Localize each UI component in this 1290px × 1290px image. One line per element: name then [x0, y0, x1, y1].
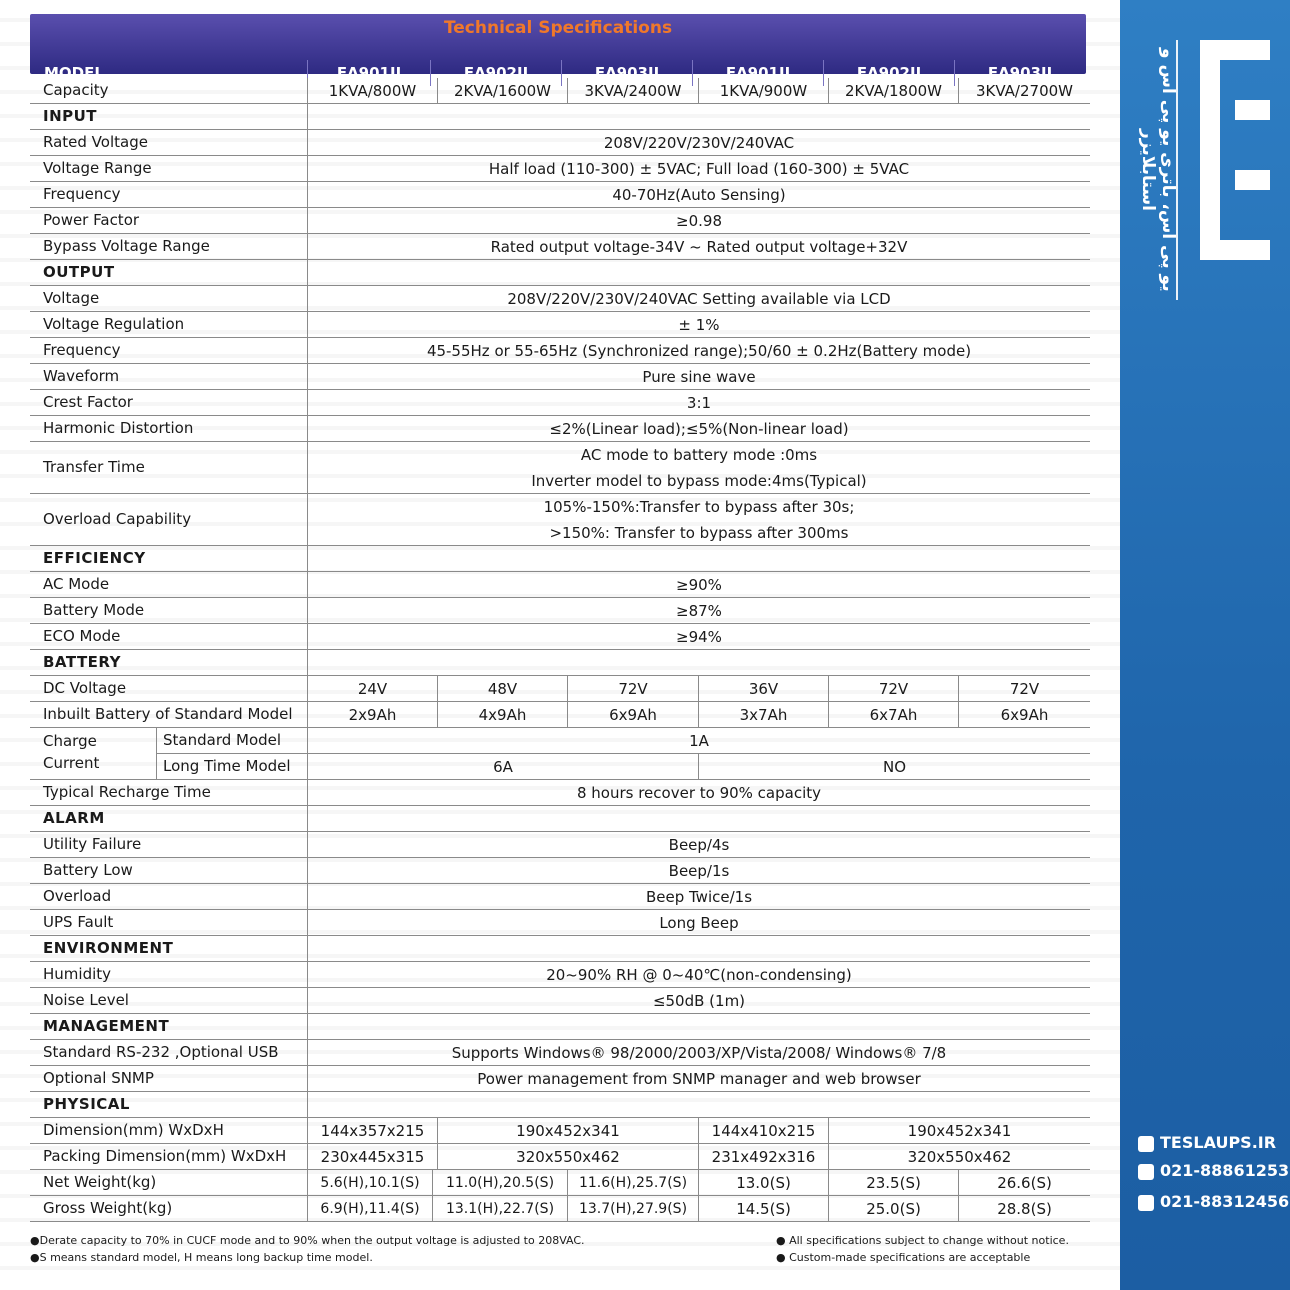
table-row: [30, 1170, 1090, 1196]
phone-icon: [1138, 1195, 1154, 1211]
table-row: [30, 494, 1090, 546]
row-label: Capacity: [43, 81, 109, 99]
footnote: ● All specifications subject to change without notice.: [776, 1234, 1069, 1247]
table-cell: Power management from SNMP manager and web browser: [477, 1069, 921, 1088]
table-cell: 13.0(S): [736, 1173, 791, 1192]
row-label: Overload Capability: [43, 510, 192, 528]
table-cell: 28.8(S): [997, 1199, 1052, 1218]
footnote: ● Custom-made specifications are acceptable: [776, 1251, 1031, 1264]
table-row: [30, 1144, 1090, 1170]
row-label: DC Voltage: [43, 679, 127, 697]
model-header-cell: EA902II: [856, 64, 922, 82]
column-divider: [307, 546, 308, 571]
row-label: Power Factor: [43, 211, 140, 229]
table-cell: 190x452x341: [516, 1121, 620, 1140]
table-row: [30, 1066, 1090, 1092]
table-cell: ≥90%: [676, 575, 722, 594]
section-header: [30, 104, 1090, 130]
table-cell: 3KVA/2400W: [584, 81, 682, 100]
table-cell: 144x410x215: [711, 1121, 816, 1140]
table-cell: 72V: [618, 679, 648, 698]
row-label: Bypass Voltage Range: [43, 237, 210, 255]
table-cell: 45-55Hz or 55-65Hz (Synchronized range);50/60 ± 0.2Hz(Battery mode): [426, 341, 972, 360]
table-cell: 11.0(H),20.5(S): [445, 1174, 555, 1191]
row-label: Humidity: [43, 965, 112, 983]
table-row: [30, 832, 1090, 858]
section-header: [30, 936, 1090, 962]
table-row: [30, 286, 1090, 312]
table-cell: 6.9(H),11.4(S): [320, 1200, 420, 1217]
model-header: MODEL: [44, 64, 104, 82]
phone-icon: [1138, 1164, 1154, 1180]
table-cell: 23.5(S): [866, 1173, 921, 1192]
table-cell: ≤50dB (1m): [652, 991, 746, 1010]
section-header: [30, 1092, 1090, 1118]
row-label: Frequency: [43, 341, 121, 359]
table-cell: 320x550x462: [516, 1147, 620, 1166]
table-cell: ≥0.98: [676, 211, 722, 230]
table-row: [30, 130, 1090, 156]
table-cell: 13.1(H),22.7(S): [445, 1200, 555, 1217]
table-cell: Beep/4s: [668, 835, 730, 854]
row-label: Voltage Range: [43, 159, 152, 177]
section-header: [30, 806, 1090, 832]
row-label: Optional SNMP: [43, 1069, 154, 1087]
table-row: [30, 858, 1090, 884]
row-label: Charge: [43, 732, 97, 750]
table-cell: 2KVA/1600W: [453, 81, 551, 100]
phone-text[interactable]: 021-88861253: [1160, 1161, 1290, 1180]
table-cell: Inverter model to bypass mode:4ms(Typical): [531, 471, 867, 490]
table-row: [30, 1040, 1090, 1066]
row-label: Utility Failure: [43, 835, 142, 853]
row-label: Gross Weight(kg): [43, 1199, 173, 1217]
row-label: Standard RS-232 ,Optional USB: [43, 1043, 279, 1061]
column-divider: [307, 936, 308, 961]
model-header-cell: EA901II: [725, 64, 791, 82]
website-text[interactable]: TESLAUPS.IR: [1160, 1133, 1277, 1152]
table-cell: AC mode to battery mode :0ms: [580, 445, 818, 464]
table-row: [30, 442, 1090, 494]
table-row: [30, 780, 1090, 806]
phone-text[interactable]: 021-88312456: [1160, 1192, 1290, 1211]
table-cell: 1KVA/800W: [328, 81, 417, 100]
table-cell: 40-70Hz(Auto Sensing): [612, 185, 786, 204]
row-label: Noise Level: [43, 991, 129, 1009]
table-cell: Rated output voltage-34V ~ Rated output voltage+32V: [490, 237, 908, 256]
section-title: PHYSICAL: [43, 1095, 130, 1113]
section-header: [30, 260, 1090, 286]
website-contact[interactable]: [1138, 1133, 1276, 1152]
table-cell: 2KVA/1800W: [844, 81, 942, 100]
table-row: [30, 598, 1090, 624]
table-cell: Supports Windows® 98/2000/2003/XP/Vista/2008/ Windows® 7/8: [451, 1043, 947, 1062]
model-header-cell: EA903II: [987, 64, 1053, 82]
row-label: Inbuilt Battery of Standard Model: [43, 705, 293, 723]
table-cell: 6A: [493, 757, 513, 776]
row-label: Rated Voltage: [43, 133, 148, 151]
row-label: Typical Recharge Time: [43, 783, 211, 801]
row-label: ECO Mode: [43, 627, 121, 645]
row-label: Overload: [43, 887, 112, 905]
section-header: [30, 650, 1090, 676]
table-row: [30, 1118, 1090, 1144]
table-row: [30, 416, 1090, 442]
table-cell: 5.6(H),10.1(S): [320, 1174, 420, 1191]
table-cell: Long Beep: [659, 913, 739, 932]
table-row: [30, 1196, 1090, 1222]
table-row: [30, 728, 1090, 780]
table-cell: 4x9Ah: [478, 705, 527, 724]
row-label: Waveform: [43, 367, 120, 385]
table-cell: 2x9Ah: [348, 705, 397, 724]
section-title: BATTERY: [43, 653, 122, 671]
table-cell: Beep Twice/1s: [645, 887, 753, 906]
table-cell: ≥87%: [676, 601, 722, 620]
table-row: [30, 78, 1090, 104]
section-title: INPUT: [43, 107, 98, 125]
column-divider: [307, 806, 308, 831]
table-row: [30, 208, 1090, 234]
table-cell: 3:1: [686, 393, 712, 412]
brand-tagline: یو پی اس، باتری یو پی اس و استابلایزر: [1138, 48, 1178, 292]
table-cell: 11.6(H),25.7(S): [578, 1174, 688, 1191]
model-header-cell: EA902II: [463, 64, 529, 82]
table-cell: 1A: [689, 731, 709, 750]
table-row: [30, 338, 1090, 364]
globe-icon: [1138, 1136, 1154, 1152]
row-label: Crest Factor: [43, 393, 133, 411]
table-row: [30, 910, 1090, 936]
table-cell: Pure sine wave: [642, 367, 756, 386]
section-title: ALARM: [43, 809, 105, 827]
row-label: Battery Low: [43, 861, 133, 879]
column-divider: [307, 1092, 308, 1117]
table-cell: 24V: [357, 679, 388, 698]
table-row: [30, 312, 1090, 338]
table-row: [30, 182, 1090, 208]
row-label: Dimension(mm) WxDxH: [43, 1121, 224, 1139]
table-cell: 72V: [1009, 679, 1040, 698]
phone-contact[interactable]: [1138, 1161, 1289, 1180]
column-divider: [307, 1014, 308, 1039]
table-cell: 8 hours recover to 90% capacity: [576, 783, 822, 802]
section-header: [30, 546, 1090, 572]
footnote: ●S means standard model, H means long backup time model.: [30, 1251, 373, 1264]
table-cell: 48V: [487, 679, 518, 698]
row-label: AC Mode: [43, 575, 110, 593]
row-label: Long Time Model: [163, 757, 291, 775]
table-row: [30, 988, 1090, 1014]
column-divider: [307, 260, 308, 285]
table-cell: 72V: [878, 679, 909, 698]
row-label: Packing Dimension(mm) WxDxH: [43, 1147, 287, 1165]
row-label: Battery Mode: [43, 601, 145, 619]
table-row: [30, 572, 1090, 598]
table-cell: 105%-150%:Transfer to bypass after 30s;: [543, 497, 855, 516]
row-label: UPS Fault: [43, 913, 114, 931]
table-cell: 3KVA/2700W: [975, 81, 1073, 100]
table-cell: ≤2%(Linear load);≤5%(Non-linear load): [549, 419, 849, 438]
table-cell: 36V: [748, 679, 779, 698]
table-row: [30, 234, 1090, 260]
table-cell: 20~90% RH @ 0~40℃(non-condensing): [546, 965, 852, 984]
header-bar: [30, 14, 1086, 82]
row-label: Voltage: [43, 289, 100, 307]
row-label: Voltage Regulation: [43, 315, 185, 333]
section-title: EFFICIENCY: [43, 549, 146, 567]
table-cell: >150%: Transfer to bypass after 300ms: [549, 523, 849, 542]
table-cell: ± 1%: [678, 315, 720, 334]
row-label: Standard Model: [163, 731, 282, 749]
model-header-cell: EA901II: [336, 64, 402, 82]
table-cell: 6x7Ah: [869, 705, 918, 724]
column-divider: [307, 650, 308, 675]
table-cell: Beep/1s: [668, 861, 730, 880]
tesla-logo-icon: [1180, 40, 1280, 300]
row-label: Harmonic Distortion: [43, 419, 194, 437]
table-row: [30, 962, 1090, 988]
sheet-title: Technical Specifications: [443, 18, 673, 38]
row-label: Net Weight(kg): [43, 1173, 157, 1191]
table-cell: 25.0(S): [866, 1199, 921, 1218]
table-row: [30, 390, 1090, 416]
table-cell: 230x445x315: [320, 1147, 425, 1166]
table-cell: NO: [882, 757, 907, 776]
table-cell: 190x452x341: [907, 1121, 1012, 1140]
table-row: [30, 702, 1090, 728]
row-label: Current: [43, 754, 100, 772]
table-row: [30, 884, 1090, 910]
table-cell: 13.7(H),27.9(S): [578, 1200, 688, 1217]
table-row: [30, 364, 1090, 390]
table-cell: ≥94%: [676, 627, 722, 646]
section-title: ENVIRONMENT: [43, 939, 174, 957]
table-cell: 6x9Ah: [1000, 705, 1049, 724]
table-cell: 14.5(S): [736, 1199, 791, 1218]
table-row: [30, 156, 1090, 182]
table-cell: 208V/220V/230V/240VAC: [603, 133, 795, 152]
phone-contact[interactable]: [1138, 1192, 1289, 1211]
table-row: [30, 624, 1090, 650]
table-cell: 208V/220V/230V/240VAC Setting available via LCD: [507, 289, 891, 308]
section-title: OUTPUT: [43, 263, 115, 281]
row-label: Transfer Time: [43, 458, 145, 476]
column-divider: [307, 104, 308, 129]
table-cell: 231x492x316: [711, 1147, 816, 1166]
model-header-cell: EA903II: [594, 64, 660, 82]
table-cell: 1KVA/900W: [719, 81, 808, 100]
section-title: MANAGEMENT: [43, 1017, 170, 1035]
table-cell: Half load (110-300) ± 5VAC; Full load (160-300) ± 5VAC: [488, 159, 910, 178]
row-label: Frequency: [43, 185, 121, 203]
table-cell: 3x7Ah: [739, 705, 788, 724]
table-cell: 26.6(S): [997, 1173, 1052, 1192]
footnote: ●Derate capacity to 70% in CUCF mode and to 90% when the output voltage is adjusted to 208VAC.: [30, 1234, 585, 1247]
section-header: [30, 1014, 1090, 1040]
table-row: [30, 676, 1090, 702]
table-cell: 320x550x462: [907, 1147, 1012, 1166]
table-cell: 144x357x215: [320, 1121, 425, 1140]
table-cell: 6x9Ah: [609, 705, 657, 724]
